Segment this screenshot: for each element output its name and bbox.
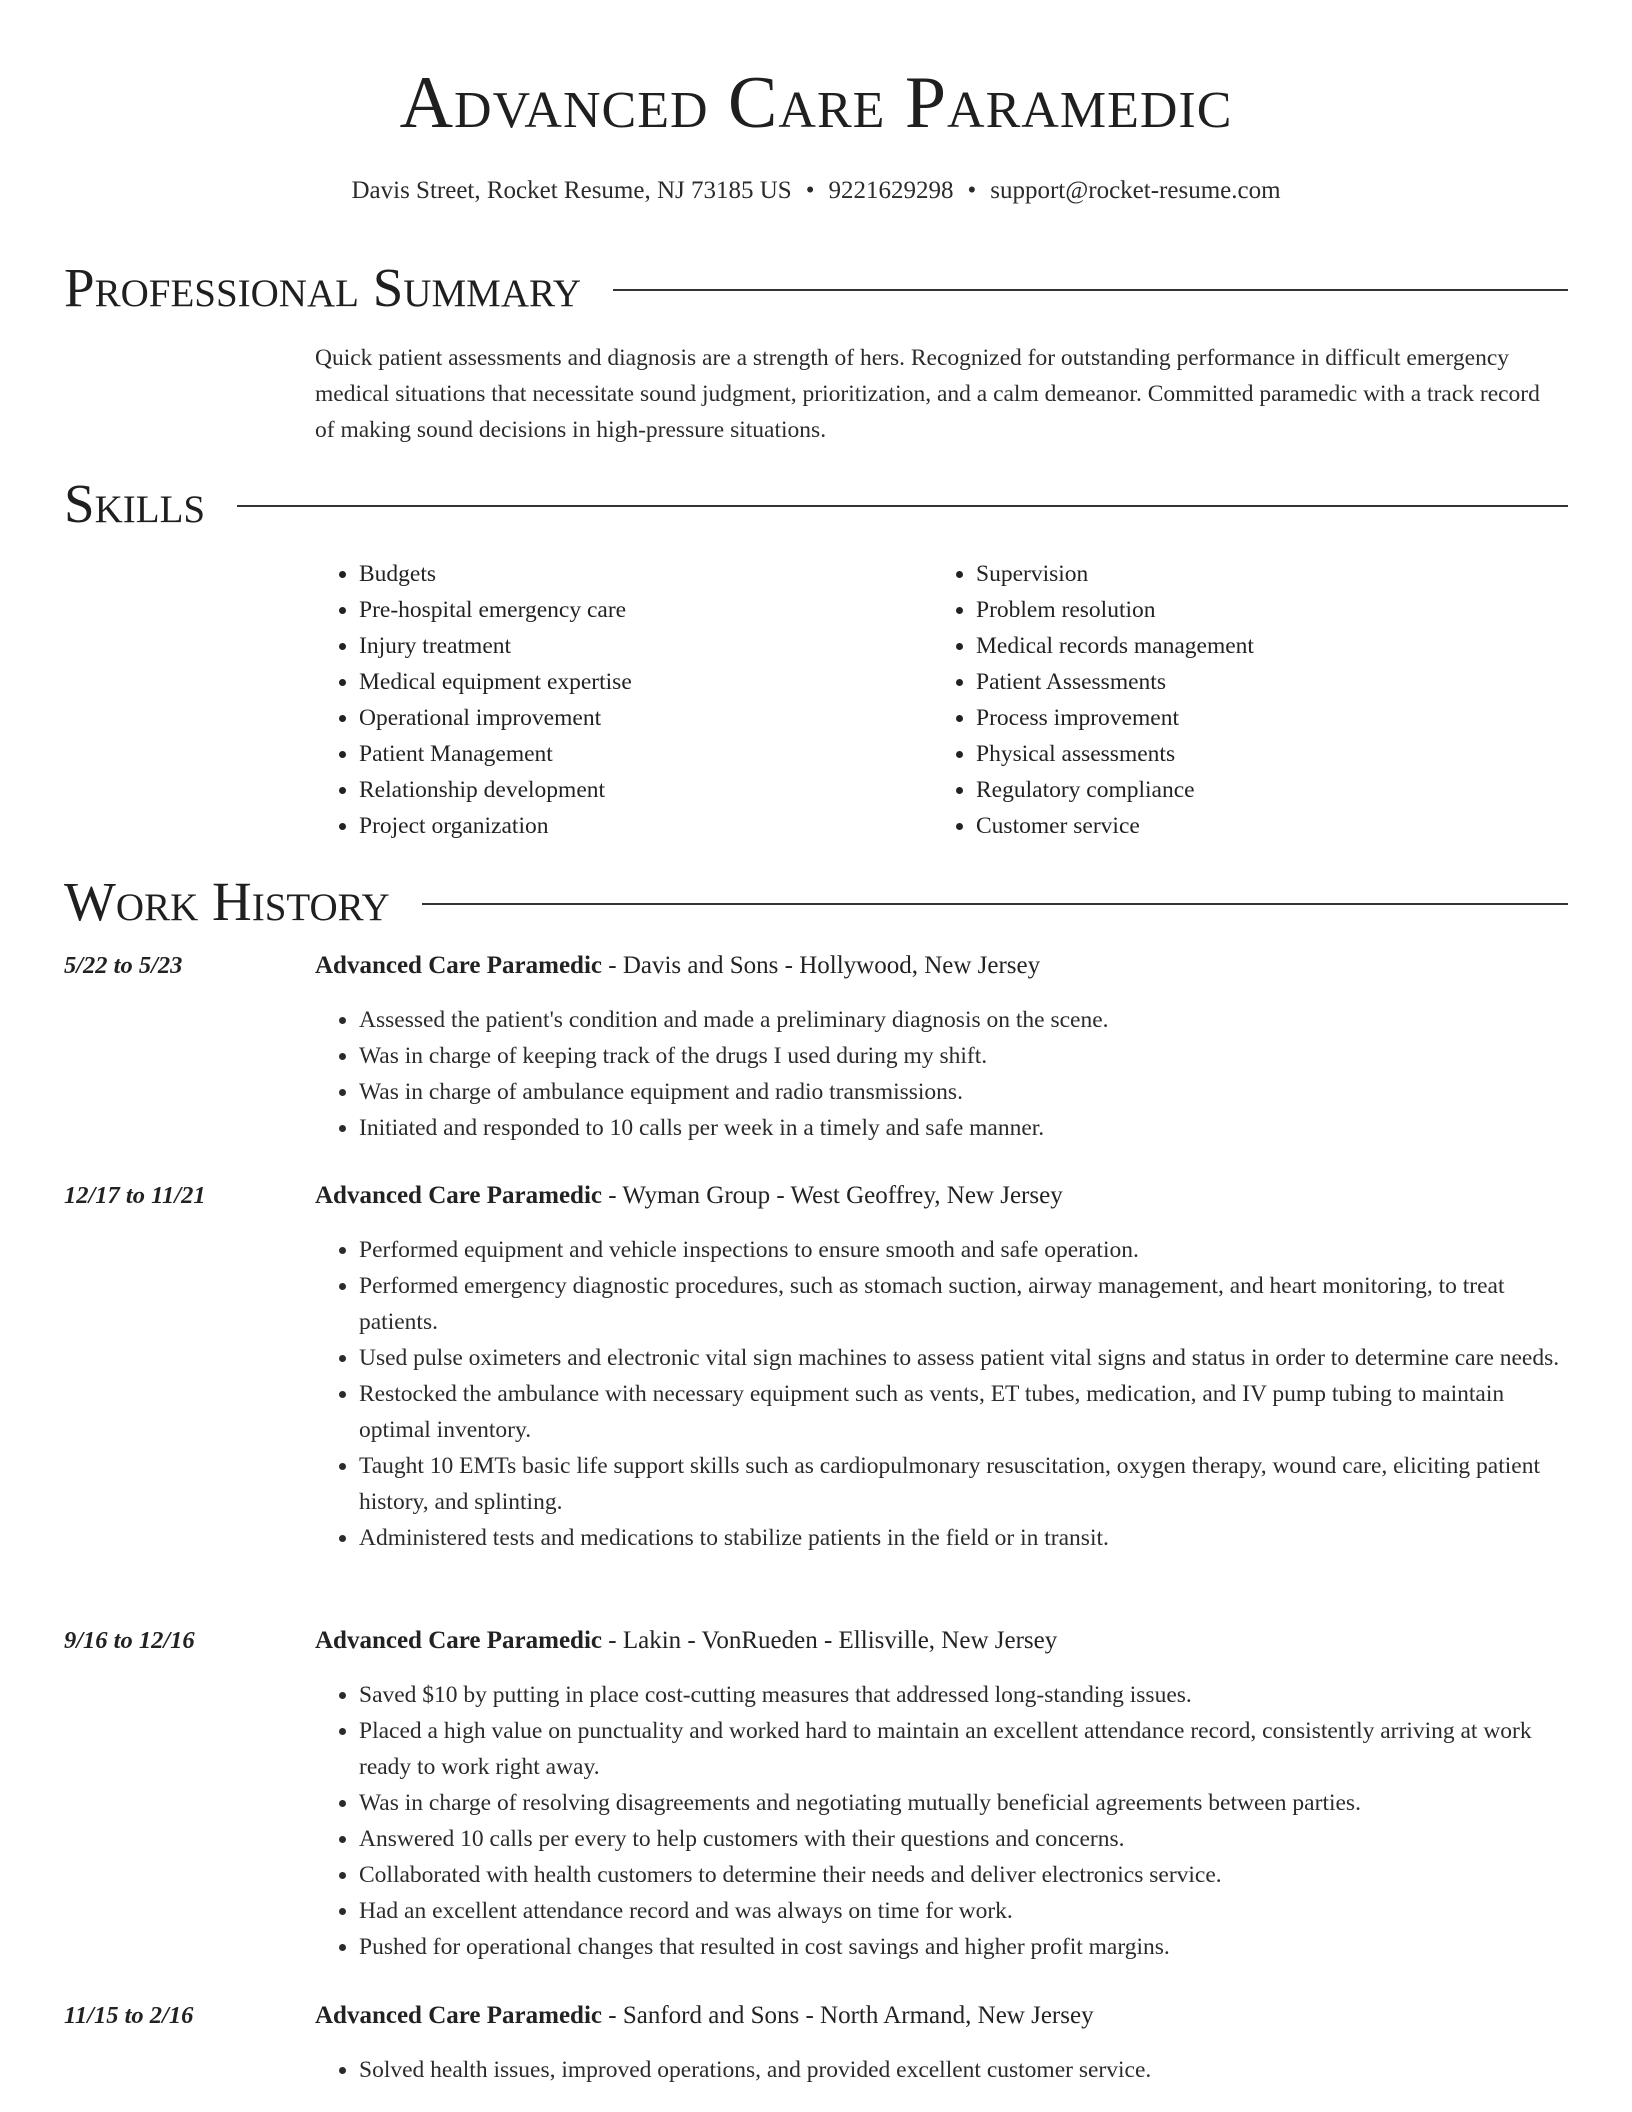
skill-item: • Operational improvement bbox=[359, 700, 932, 736]
responsibility-item: • Placed a high value on punctuality and worked hard to maintain an excellent attendance record, consistently arriving at work ready to work right away. bbox=[359, 1713, 1568, 1785]
skills-list bbox=[315, 556, 1565, 844]
responsibility-item: • Was in charge of resolving disagreements and negotiating mutually beneficial agreements between parties. bbox=[359, 1785, 1568, 1821]
contact-email: support@rocket-resume.com bbox=[990, 177, 1281, 204]
job-responsibilities bbox=[64, 1677, 1568, 1965]
skills-column-right bbox=[932, 556, 1549, 844]
work-section-header bbox=[64, 870, 1568, 934]
responsibility-item: • Taught 10 EMTs basic life support skills such as cardiopulmonary resuscitation, oxygen therapy, wound care, eliciting patient history, and splinting. bbox=[359, 1448, 1568, 1520]
job-responsibilities bbox=[64, 1232, 1568, 1556]
job-header bbox=[64, 1623, 1568, 1663]
job-entry bbox=[64, 1178, 1568, 1556]
responsibility-item: • Was in charge of keeping track of the drugs I used during my shift. bbox=[359, 1038, 1568, 1074]
job-role: Advanced Care Paramedic bbox=[315, 952, 602, 979]
job-title-line bbox=[315, 1178, 1063, 1214]
responsibility-item: • Initiated and responded to 10 calls per week in a timely and safe manner. bbox=[359, 1110, 1568, 1146]
section-divider bbox=[237, 505, 1568, 507]
job-entry bbox=[64, 948, 1568, 1146]
job-employer-location: - Sanford and Sons - North Armand, New Jersey bbox=[602, 2002, 1094, 2029]
summary-section-header bbox=[64, 256, 1568, 320]
contact-line bbox=[0, 174, 1632, 208]
responsibility-item: • Solved health issues, improved operations, and provided excellent customer service. bbox=[359, 2052, 1568, 2088]
candidate-name: Advanced Care Paramedic bbox=[399, 62, 1233, 144]
job-role: Advanced Care Paramedic bbox=[315, 2002, 602, 2029]
job-responsibilities bbox=[64, 1002, 1568, 1146]
job-employer-location: - Davis and Sons - Hollywood, New Jersey bbox=[602, 952, 1041, 979]
responsibility-item: • Answered 10 calls per every to help customers with their questions and concerns. bbox=[359, 1821, 1568, 1857]
contact-address: Davis Street, Rocket Resume, NJ 73185 US bbox=[351, 177, 792, 204]
responsibility-item: • Performed equipment and vehicle inspections to ensure smooth and safe operation. bbox=[359, 1232, 1568, 1268]
separator-dot: • bbox=[967, 177, 977, 204]
job-title-line bbox=[315, 1623, 1057, 1659]
skill-item: • Supervision bbox=[976, 556, 1549, 592]
skill-item: • Injury treatment bbox=[359, 628, 932, 664]
skill-item: • Process improvement bbox=[976, 700, 1549, 736]
skill-item: • Project organization bbox=[359, 808, 932, 844]
skill-item: • Problem resolution bbox=[976, 592, 1549, 628]
responsibility-item: • Administered tests and medications to stabilize patients in the field or in transit. bbox=[359, 1520, 1568, 1556]
contact-phone: 9221629298 bbox=[828, 177, 954, 204]
skill-item: • Medical records management bbox=[976, 628, 1549, 664]
responsibility-item: • Restocked the ambulance with necessary equipment such as vents, ET tubes, medication, and IV pump tubing to maintain optimal inventory. bbox=[359, 1376, 1568, 1448]
skill-item: • Medical equipment expertise bbox=[359, 664, 932, 700]
skill-item: • Customer service bbox=[976, 808, 1549, 844]
job-title-line bbox=[315, 948, 1040, 984]
section-divider bbox=[613, 289, 1568, 291]
job-dates: 9/16 to 12/16 bbox=[64, 1627, 195, 1654]
skill-item: • Relationship development bbox=[359, 772, 932, 808]
skill-item: • Pre-hospital emergency care bbox=[359, 592, 932, 628]
job-responsibilities bbox=[64, 2052, 1568, 2088]
job-header bbox=[64, 1998, 1568, 2038]
skill-item: • Patient Assessments bbox=[976, 664, 1549, 700]
section-divider bbox=[422, 903, 1568, 905]
skill-item: • Budgets bbox=[359, 556, 932, 592]
job-entry bbox=[64, 1623, 1568, 1965]
responsibility-item: • Saved $10 by putting in place cost-cutting measures that addressed long-standing issues. bbox=[359, 1677, 1568, 1713]
responsibility-item: • Assessed the patient's condition and made a preliminary diagnosis on the scene. bbox=[359, 1002, 1568, 1038]
separator-dot: • bbox=[805, 177, 815, 204]
job-header bbox=[64, 1178, 1568, 1218]
job-role: Advanced Care Paramedic bbox=[315, 1182, 602, 1209]
section-title-skills: Skills bbox=[64, 473, 206, 534]
job-dates: 11/15 to 2/16 bbox=[64, 2002, 194, 2029]
responsibility-item: • Pushed for operational changes that resulted in cost savings and higher profit margins. bbox=[359, 1929, 1568, 1965]
job-employer-location: - Wyman Group - West Geoffrey, New Jersey bbox=[602, 1182, 1063, 1209]
responsibility-item: • Was in charge of ambulance equipment and radio transmissions. bbox=[359, 1074, 1568, 1110]
skills-section-header bbox=[64, 472, 1568, 536]
responsibility-item: • Collaborated with health customers to determine their needs and deliver electronics service. bbox=[359, 1857, 1568, 1893]
skills-column-left bbox=[315, 556, 932, 844]
section-title-work-history: Work History bbox=[64, 871, 390, 932]
job-dates: 12/17 to 11/21 bbox=[64, 1182, 206, 1209]
skill-item: • Physical assessments bbox=[976, 736, 1549, 772]
job-dates: 5/22 to 5/23 bbox=[64, 952, 183, 979]
skill-item: • Patient Management bbox=[359, 736, 932, 772]
summary-text: Quick patient assessments and diagnosis are a strength of hers. Recognized for outstanding performance in difficult emergency medical situations that necessitate sound judgment, prioritization, and a calm demeanor. Committed paramedic with a track record of making sound decisions in high-pressure situations. bbox=[315, 345, 1540, 443]
job-role: Advanced Care Paramedic bbox=[315, 1627, 602, 1654]
job-entry bbox=[64, 1998, 1568, 2088]
responsibility-item: • Had an excellent attendance record and was always on time for work. bbox=[359, 1893, 1568, 1929]
responsibility-item: • Performed emergency diagnostic procedures, such as stomach suction, airway management, and heart monitoring, to treat patients. bbox=[359, 1268, 1568, 1340]
section-title-summary: Professional Summary bbox=[64, 257, 582, 318]
job-header bbox=[64, 948, 1568, 988]
job-title-line bbox=[315, 1998, 1094, 2034]
job-employer-location: - Lakin - VonRueden - Ellisville, New Jersey bbox=[602, 1627, 1058, 1654]
responsibility-item: • Used pulse oximeters and electronic vital sign machines to assess patient vital signs and status in order to determine care needs. bbox=[359, 1340, 1568, 1376]
skill-item: • Regulatory compliance bbox=[976, 772, 1549, 808]
